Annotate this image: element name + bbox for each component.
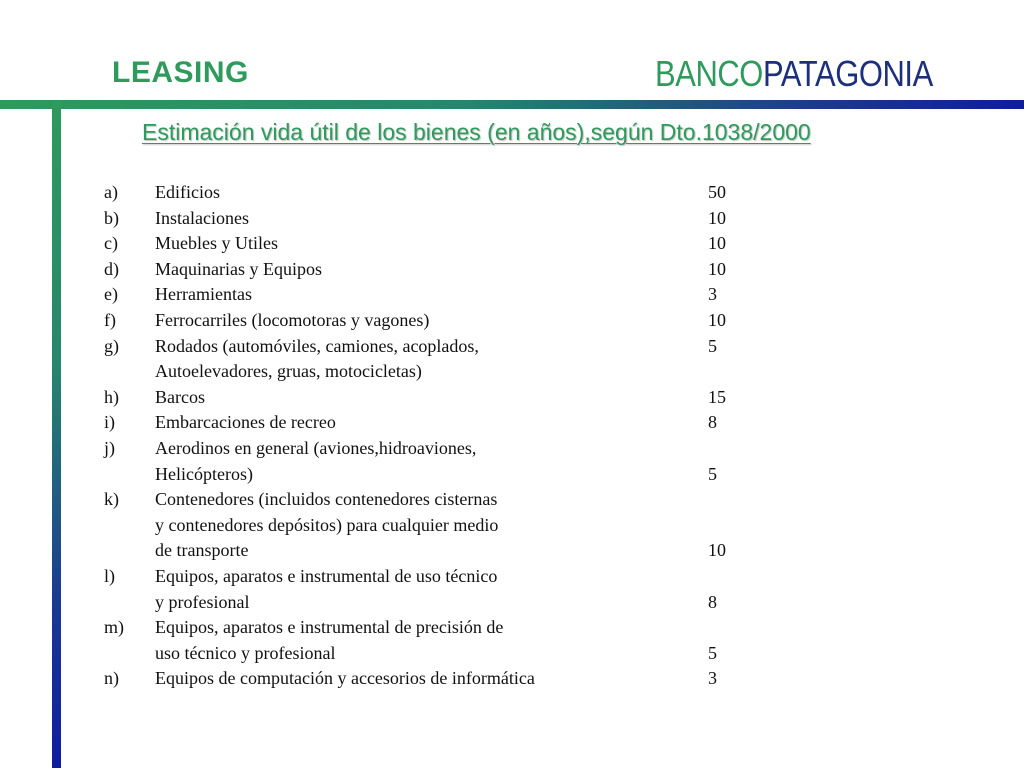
item-letter: b)	[104, 207, 119, 228]
item-text: Instalaciones	[155, 207, 249, 228]
list-item	[0, 462, 1024, 488]
list-item	[0, 282, 1024, 308]
list-item	[0, 206, 1024, 232]
item-text: Autoelevadores, gruas, motocicletas)	[155, 361, 422, 382]
item-text: Herramientas	[155, 284, 252, 305]
item-letter: l)	[104, 565, 115, 586]
item-letter: d)	[104, 258, 119, 279]
item-years: 10	[708, 309, 726, 330]
list-item	[0, 666, 1024, 692]
item-text: Helicópteros)	[155, 463, 253, 484]
item-years: 8	[708, 591, 717, 612]
item-years: 50	[708, 182, 726, 202]
item-years: 15	[708, 386, 726, 407]
item-text: Muebles y Utiles	[155, 233, 278, 254]
logo-patagonia-text: PATAGONIA	[762, 53, 933, 94]
item-letter: c)	[104, 233, 118, 254]
list-item	[0, 180, 1024, 206]
item-years: 5	[708, 642, 717, 663]
item-years: 8	[708, 412, 717, 433]
item-text: y contenedores depósitos) para cualquier medio	[155, 514, 499, 535]
list-item	[0, 513, 1024, 539]
item-letter: k)	[104, 489, 119, 510]
list-item	[0, 564, 1024, 590]
item-years: 3	[708, 284, 717, 305]
item-years: 5	[708, 335, 717, 356]
item-letter: i)	[104, 412, 115, 433]
item-letter: h)	[104, 386, 119, 407]
list-item	[0, 641, 1024, 667]
list-item	[0, 257, 1024, 283]
page-title: LEASING	[112, 56, 249, 89]
top-divider-bar	[0, 100, 1024, 109]
item-years: 3	[708, 668, 717, 689]
item-letter: m)	[104, 617, 124, 638]
list-item	[0, 538, 1024, 564]
item-years: 5	[708, 463, 717, 484]
item-letter: j)	[104, 437, 115, 458]
item-letter: g)	[104, 335, 119, 356]
slide-subtitle: Estimación vida útil de los bienes (en años),según Dto.1038/2000	[142, 119, 811, 145]
item-text: Aerodinos en general (aviones,hidroaviones,	[155, 437, 477, 458]
item-years: 10	[708, 207, 726, 228]
item-years: 10	[708, 540, 726, 561]
useful-life-list	[0, 180, 1024, 692]
item-text: y profesional	[155, 591, 250, 612]
item-text: Barcos	[155, 386, 205, 407]
list-item	[0, 334, 1024, 360]
list-item	[0, 385, 1024, 411]
item-letter: a)	[104, 182, 118, 202]
item-text: de transporte	[155, 540, 249, 561]
item-text: Equipos, aparatos e instrumental de uso técnico	[155, 565, 498, 586]
list-item	[0, 590, 1024, 616]
item-years: 10	[708, 233, 726, 254]
item-text: Ferrocarriles (locomotoras y vagones)	[155, 309, 430, 330]
list-item	[0, 487, 1024, 513]
item-text: Embarcaciones de recreo	[155, 412, 336, 433]
item-text: Maquinarias y Equipos	[155, 258, 322, 279]
item-years: 10	[708, 258, 726, 279]
list-item	[0, 231, 1024, 257]
item-text: Contenedores (incluidos contenedores cisternas	[155, 489, 498, 510]
list-item	[0, 308, 1024, 334]
item-text: Edificios	[155, 182, 220, 202]
item-text: uso técnico y profesional	[155, 642, 336, 663]
item-letter: f)	[104, 309, 116, 330]
item-letter: n)	[104, 668, 119, 689]
list-item	[0, 436, 1024, 462]
bank-logo	[655, 54, 933, 94]
list-item	[0, 359, 1024, 385]
item-text: Rodados (automóviles, camiones, acoplados,	[155, 335, 479, 356]
logo-banco-text: BANCO	[655, 53, 763, 94]
list-item	[0, 410, 1024, 436]
list-item	[0, 615, 1024, 641]
item-text: Equipos, aparatos e instrumental de precisión de	[155, 617, 504, 638]
item-text: Equipos de computación y accesorios de informática	[155, 668, 535, 689]
item-letter: e)	[104, 284, 118, 305]
